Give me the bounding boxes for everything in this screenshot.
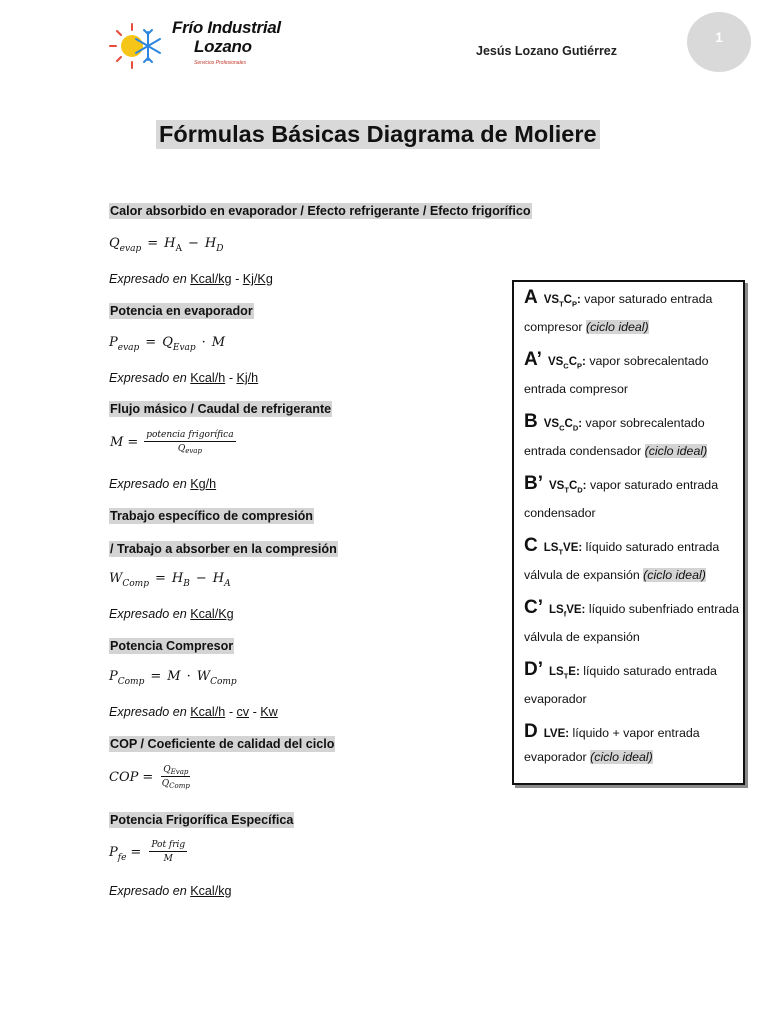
section-heading-evaporator-power: Potencia en evaporador (110, 304, 253, 318)
section-heading-absorbed-work: / Trabajo a absorber en la compresión (110, 542, 337, 556)
unit-kcal-kg-2: Kcal/Kg (190, 607, 234, 621)
legend-state-c-prime: C’ $LS_fVE$: líquido subenfriado entrada válvula de expansión (524, 597, 739, 644)
section-heading-compressor-power: Potencia Compresor (110, 639, 234, 653)
section-heading-specific-work: Trabajo específico de compresión (110, 509, 313, 523)
fraction-numerator: potencia frigorífica (146, 430, 234, 440)
unit-cv: cv (236, 705, 250, 719)
formula-p-fe: $P_{fe}$ = $\frac{\text{Pot frig}}{M}$ (109, 840, 186, 864)
units-line-s3: Expresado en Kg/h (109, 477, 217, 491)
unit-kj-kg: Kj/Kg (242, 272, 273, 286)
formula-mass-flow: M = $\frac{\text{potencia frigorífica}}{Q_{evap}}$ (110, 430, 234, 455)
unit-kj-h: Kj/h (236, 371, 259, 385)
logo-text-line1: Frío Industrial (172, 18, 281, 37)
fraction-numerator-pot-frig: Pot frig (151, 840, 186, 850)
units-line-s7: Expresado en Kcal/kg (109, 884, 232, 898)
section-heading-cop: COP / Coeficiente de calidad del ciclo (110, 737, 335, 751)
legend-state-a: $AVS_TC_P$: vapor saturado entrada compresor (ciclo ideal) (524, 287, 713, 334)
unit-kcal-h: Kcal/h (190, 371, 226, 385)
formula-p-evap: $P_{evap}$ = $Q_{Evap}$ · M (109, 335, 226, 353)
unit-kcal-kg: Kcal/kg (190, 272, 232, 286)
units-line-s1: Expresado en Kcal/kg - Kj/Kg (109, 272, 273, 286)
cycle-states-legend (512, 280, 745, 785)
logo-tagline: Servicios Profesionales (194, 60, 246, 66)
section-heading-specific-refrig-power: Potencia Frigorífica Específica (110, 813, 294, 827)
logo-text-line2: Lozano (194, 37, 252, 56)
unit-kw: Kw (260, 705, 278, 719)
units-line-s4: Expresado en Kcal/Kg (109, 607, 234, 621)
author-name: Jesús Lozano Gutiérrez (476, 44, 618, 58)
section-heading-heat-absorbed: Calor absorbido en evaporador / Efecto refrigerante / Efecto frigorífico (110, 204, 531, 218)
legend-state-c: $CLS_TVE$: líquido saturado entrada válvula de expansión (ciclo ideal) (524, 535, 720, 582)
formula-cop: COP = $\frac{Q_{Evap}}{Q_{Comp}}$ (109, 765, 190, 790)
company-logo (108, 14, 281, 74)
formula-w-comp: $W_{Comp}$ = $H_B$ − $H_A$ (109, 571, 231, 589)
unit-kg-h: Kg/h (190, 477, 217, 491)
page-number-badge: 1 (687, 12, 751, 72)
legend-state-d: DLVE: líquido + vapor entrada evaporador (ciclo ideal) (524, 721, 700, 764)
document-title: Fórmulas Básicas Diagrama de Moliere (156, 120, 600, 149)
formula-q-evap: $Q_{evap}$ = $H_A$ − $H_D$ (109, 236, 224, 254)
unit-kcal-kg-3: Kcal/kg (190, 884, 232, 898)
legend-state-b: $BVS_CC_D$: vapor sobrecalentado entrada condensador (ciclo ideal) (524, 411, 708, 458)
formula-p-comp: $P_{Comp}$ = M · $W_{Comp}$ (109, 669, 237, 687)
legend-state-d-prime: D’ $LS_TE$: líquido saturado entrada evaporador (524, 659, 717, 706)
legend-state-a-prime: A’ $VS_CC_P$: vapor sobrecalentado entrada compresor (524, 349, 709, 396)
units-line-s2: Expresado en Kcal/h - Kj/h (109, 371, 259, 385)
legend-state-b-prime: B’ $VS_TC_D$: vapor saturado entrada condensador (524, 473, 719, 520)
sun-snowflake-logo-icon (108, 14, 170, 74)
section-heading-mass-flow: Flujo másico / Caudal de refrigerante (110, 402, 332, 416)
units-line-s5: Expresado en Kcal/h - cv - Kw (109, 705, 278, 719)
unit-kcal-h-2: Kcal/h (190, 705, 226, 719)
